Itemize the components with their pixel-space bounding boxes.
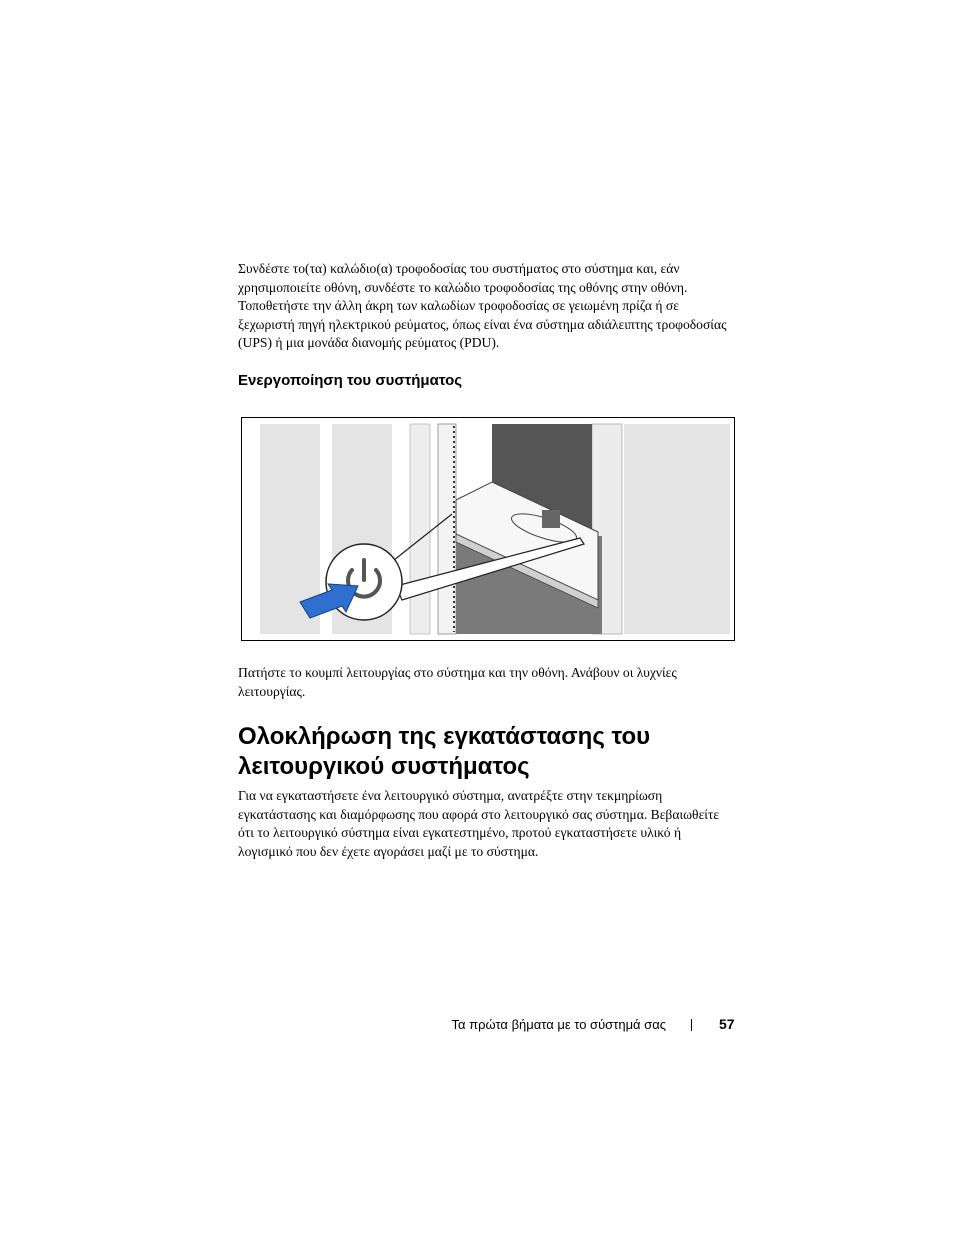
rack-illustration	[242, 418, 734, 640]
power-on-heading: Ενεργοποίηση του συστήματος	[238, 372, 463, 389]
power-on-illustration	[241, 417, 735, 641]
rack-panel-right	[624, 424, 730, 634]
power-connect-paragraph: Συνδέστε το(τα) καλώδιο(α) τροφοδοσίας του συστήματος στο σύστημα και, εάν χρησιμοποιείτε οθόνη, συνδέστε το καλώδιο τροφοδοσίας της οθόνης στην οθόνη. Τοποθετήστε την άλλη άκρη των καλωδίων τροφοδοσίας σε γειωμένη πρίζα ή σε ξεχωριστή πηγή ηλεκτρικού ρεύματος, όπως είναι ένα σύστημα αδιάλειπτης τροφοδοσίας (UPS) ή μια μονάδα διανομής ρεύματος (PDU).	[238, 261, 727, 351]
page-footer	[0, 1015, 954, 1035]
drawer-latch	[542, 510, 560, 528]
page-number: 57	[719, 1016, 735, 1032]
footer-title: Τα πρώτα βήματα με το σύστημά σας	[451, 1017, 666, 1032]
os-install-paragraph: Για να εγκαταστήσετε ένα λειτουργικό σύστημα, ανατρέξτε στην τεκμηρίωση εγκατάστασης και διαμόρφωσης που αφορά στο λειτουργικό σας σύστημα. Βεβαιωθείτε ότι το λειτουργικό σύστημα είναι εγκατεστημένο, προτού εγκαταστήσετε υλικό ή λογισμικό που δεν έχετε αγοράσει μαζί με το σύστημα.	[238, 788, 720, 859]
footer-separator	[691, 1019, 692, 1031]
power-on-paragraph: Πατήστε το κουμπί λειτουργίας στο σύστημα και την οθόνη. Ανάβουν οι λυχνίες λειτουργίας.	[238, 665, 677, 699]
os-install-heading: Ολοκλήρωση της εγκατάστασης του λειτουργικού συστήματος	[238, 723, 651, 780]
rack-rail-left	[410, 424, 430, 634]
